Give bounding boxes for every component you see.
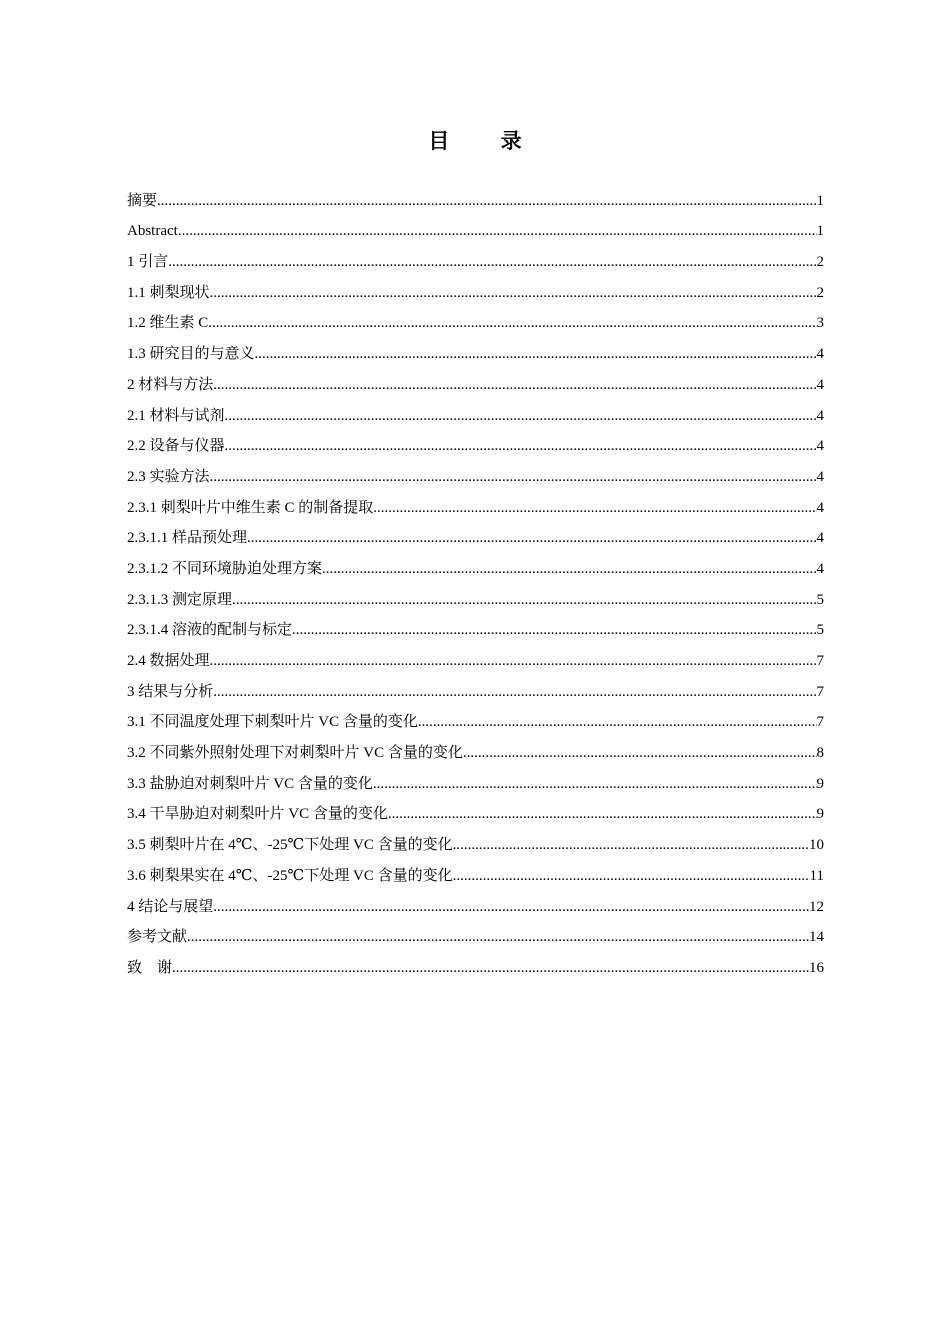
toc-dot-leader <box>463 742 817 764</box>
toc-entry[interactable] <box>127 948 824 979</box>
toc-entry[interactable] <box>127 273 824 304</box>
toc-entry-page-number: 7 <box>816 714 824 731</box>
toc-entry[interactable] <box>127 887 824 918</box>
toc-entry[interactable] <box>127 396 824 427</box>
toc-entry[interactable] <box>127 825 824 856</box>
toc-entry-label: 4 结论与展望 <box>127 898 214 915</box>
toc-entry-label: 3.3 盐胁迫对刺梨叶片 VC 含量的变化 <box>127 775 373 792</box>
toc-entry-page-number: 4 <box>816 438 824 455</box>
toc-entry-page-number: 4 <box>816 560 824 577</box>
toc-entry[interactable] <box>127 703 824 734</box>
toc-entry-page-number: 12 <box>809 898 824 915</box>
toc-dot-leader <box>232 589 816 611</box>
toc-dot-leader <box>172 957 809 979</box>
toc-dot-leader <box>210 282 817 304</box>
toc-entry[interactable] <box>127 242 824 273</box>
toc-entry-page-number: 4 <box>816 530 824 547</box>
toc-dot-leader <box>225 435 817 457</box>
toc-dot-leader <box>418 711 817 733</box>
toc-entry[interactable] <box>127 549 824 580</box>
toc-dot-leader <box>292 619 816 641</box>
toc-entry-page-number: 3 <box>816 315 824 332</box>
toc-entry-page-number: 4 <box>816 468 824 485</box>
toc-entry[interactable] <box>127 365 824 396</box>
toc-entry[interactable] <box>127 304 824 335</box>
toc-dot-leader <box>453 834 809 856</box>
toc-entry-label: 3.1 不同温度处理下刺梨叶片 VC 含量的变化 <box>127 714 418 731</box>
toc-entry-label: 摘要 <box>127 192 158 209</box>
toc-entry-label: 3 结果与分析 <box>127 683 214 700</box>
toc-entry[interactable] <box>127 427 824 458</box>
toc-entry-label: 2.3.1.1 样品预处理 <box>127 530 248 547</box>
toc-entry-label: Abstract <box>127 223 178 240</box>
toc-title: 目 录 <box>428 129 544 153</box>
toc-entry-page-number: 4 <box>816 499 824 516</box>
toc-entry-page-number: 2 <box>816 284 824 301</box>
toc-entry-label: 2.3.1 刺梨叶片中维生素 C 的制备提取 <box>127 499 374 516</box>
toc-entry-page-number: 4 <box>816 346 824 363</box>
toc-entry[interactable] <box>127 457 824 488</box>
toc-entry-label: 2.1 材料与试剂 <box>127 407 225 424</box>
toc-entry-label: 2.2 设备与仪器 <box>127 438 225 455</box>
toc-entry-page-number: 14 <box>809 929 824 946</box>
toc-entry-label: 2.3.1.4 溶液的配制与标定 <box>127 622 293 639</box>
toc-dot-leader <box>213 374 816 396</box>
toc-dot-leader <box>213 896 809 918</box>
toc-entry-label: 2.3 实验方法 <box>127 468 210 485</box>
toc-entry-label: 1.3 研究目的与意义 <box>127 346 255 363</box>
toc-entry-page-number: 1 <box>816 192 824 209</box>
toc-entry[interactable] <box>127 764 824 795</box>
toc-entry[interactable] <box>127 733 824 764</box>
toc-dot-leader <box>213 681 816 703</box>
toc-entry[interactable] <box>127 611 824 642</box>
toc-entry-label: 3.2 不同紫外照射处理下对刺梨叶片 VC 含量的变化 <box>127 745 463 762</box>
toc-dot-leader <box>225 405 817 427</box>
toc-dot-leader <box>208 312 816 334</box>
toc-entry-page-number: 5 <box>816 591 824 608</box>
toc-dot-leader <box>255 343 817 365</box>
toc-entry[interactable] <box>127 672 824 703</box>
toc-list <box>127 181 824 979</box>
toc-entry-label: 1 引言 <box>127 254 169 271</box>
toc-entry-label: 1.1 刺梨现状 <box>127 284 210 301</box>
toc-entry-label: 2.4 数据处理 <box>127 653 210 669</box>
toc-dot-leader <box>453 865 810 887</box>
toc-entry-page-number: 16 <box>809 959 824 976</box>
toc-entry[interactable] <box>127 334 824 365</box>
toc-entry-page-number: 4 <box>816 376 824 393</box>
toc-entry-page-number: 2 <box>816 254 824 271</box>
toc-entry[interactable] <box>127 488 824 519</box>
toc-dot-leader <box>388 803 817 825</box>
toc-entry-label: 2.3.1.2 不同环境胁迫处理方案 <box>127 560 323 577</box>
toc-entry-label: 3.4 干旱胁迫对刺梨叶片 VC 含量的变化 <box>127 806 388 823</box>
toc-entry-label: 2 材料与方法 <box>127 376 214 393</box>
toc-dot-leader <box>187 926 809 948</box>
toc-entry-page-number: 11 <box>809 867 824 884</box>
toc-entry[interactable] <box>127 856 824 887</box>
toc-entry[interactable] <box>127 795 824 826</box>
toc-dot-leader <box>322 558 816 580</box>
toc-dot-leader <box>168 251 816 273</box>
toc-entry[interactable] <box>127 918 824 949</box>
toc-dot-leader <box>247 527 816 549</box>
toc-entry-page-number: 7 <box>816 653 824 669</box>
toc-dot-leader <box>157 190 816 212</box>
toc-entry-page-number: 5 <box>816 622 824 639</box>
toc-entry-label: 致 谢 <box>127 959 173 976</box>
toc-entry[interactable] <box>127 641 824 672</box>
toc-dot-leader <box>178 220 817 242</box>
toc-entry-page-number: 8 <box>816 745 824 762</box>
toc-entry[interactable] <box>127 181 824 212</box>
toc-entry[interactable] <box>127 580 824 611</box>
toc-dot-leader <box>210 466 817 488</box>
toc-entry-label: 1.2 维生素 C <box>127 315 209 332</box>
toc-entry-label: 2.3.1.3 测定原理 <box>127 591 233 608</box>
toc-entry-page-number: 4 <box>816 407 824 424</box>
toc-entry-label: 参考文献 <box>127 929 188 946</box>
toc-entry-label: 3.6 刺梨果实在 4℃、-25℃下处理 VC 含量的变化 <box>127 867 453 884</box>
toc-entry-page-number: 10 <box>809 837 824 854</box>
toc-entry-page-number: 9 <box>816 806 824 823</box>
toc-entry-page-number: 9 <box>816 775 824 792</box>
toc-entry[interactable] <box>127 212 824 243</box>
toc-entry-page-number: 7 <box>816 683 824 700</box>
toc-dot-leader <box>210 650 817 672</box>
toc-entry-page-number: 1 <box>816 223 824 240</box>
toc-dot-leader <box>373 773 817 795</box>
toc-dot-leader <box>373 497 816 519</box>
toc-entry-label: 3.5 刺梨叶片在 4℃、-25℃下处理 VC 含量的变化 <box>127 837 453 854</box>
toc-entry[interactable] <box>127 519 824 550</box>
